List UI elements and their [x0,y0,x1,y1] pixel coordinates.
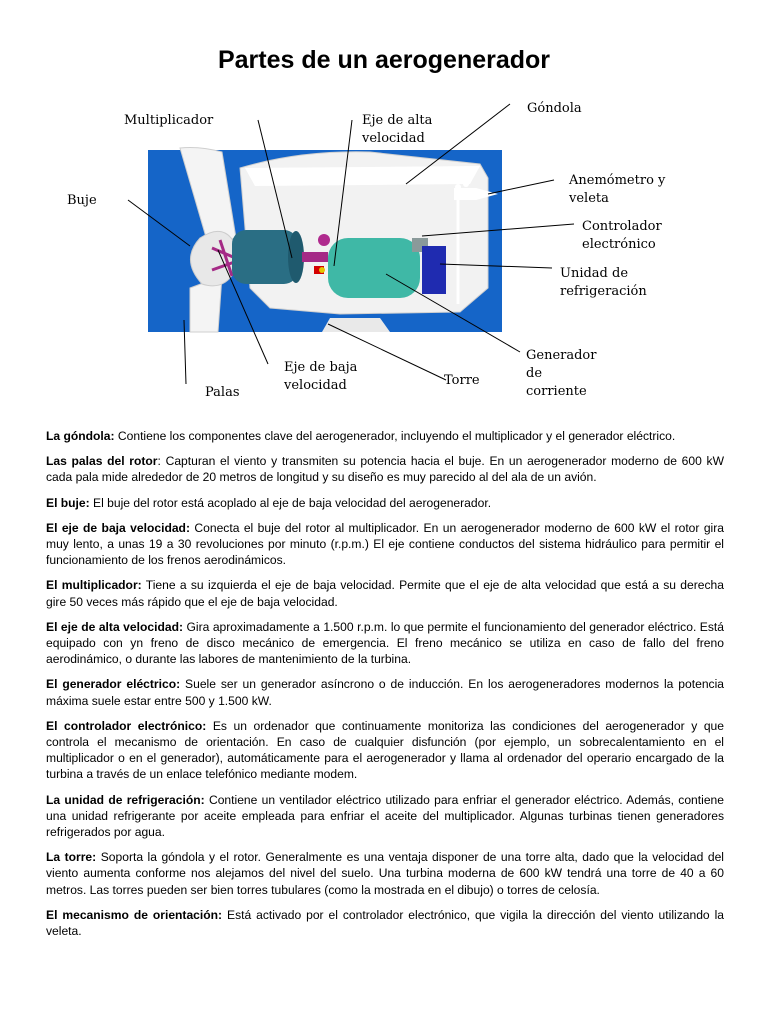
nacelle-roof [245,166,480,186]
body: : Capturan el viento y transmiten su potencia hacia el buje. En un aerogenerador moderno de 600 kW cada pala mide alrededor de 20 metros de longitud y su diseño es muy parecido al del ala de un avión. [46,454,724,485]
label-gondola: Góndola [527,101,582,116]
term: La torre: [46,850,97,865]
tower [322,318,390,332]
body: Conecta el buje del rotor al multiplicador. En un aerogenerador moderno de 600 kW el rotor gira muy lento, a unas 19 a 30 revoluciones por minuto (r.p.m.) El eje contiene conductos del sistema hidráulico para permitir el funcionamiento de los frenos aerodinámicos. [46,520,724,568]
term: El eje de baja velocidad: [46,520,190,535]
description-text [46,428,724,948]
label-eje-baja: Eje de baja velocidad [284,360,358,393]
body: Es un ordenador que continuamente monitoriza las condiciones del aerogenerador y que controla el mecanismo de orientación. En caso de cualquier disfunción (por ejemplo, un sobrecalentamiento en el multiplicador o en el generador), automáticamente para el aerogenerador y llama al ordenador del operario encargado de la turbina a través de un enlace telefónico mediante modem. [46,718,724,782]
paragraph-buje [46,495,724,511]
term: El controlador electrónico: [46,718,207,733]
generator [328,238,420,298]
label-controlador: Controlador electrónico [582,219,662,252]
high-speed-shaft [302,252,328,262]
body: Soporta la góndola y el rotor. Generalmente es una ventaja disponer de una torre alta, dado que la velocidad del viento aumenta conforme nos alejamos del nivel del suelo. Una turbina moderna de 600 kW tendrá una torre de 40 a 60 metros. Las torres pueden ser bien torres tubulares (como la mostrada en el dibujo) o torres de celosía. [46,850,724,897]
term: La góndola: [46,429,115,443]
cooling-unit [422,246,446,294]
paragraph-eje-baja [46,520,724,569]
paragraph-refrigeracion [46,792,724,841]
paragraph-torre [46,849,724,898]
term: El multiplicador: [46,578,142,593]
term: El mecanismo de orientación: [46,907,223,922]
term: El generador eléctrico: [46,677,181,692]
paragraph-controlador [46,718,724,783]
paragraph-gondola [46,428,724,444]
paragraph-generador [46,676,724,708]
label-generador: Generador de corriente [526,348,597,399]
term: El eje de alta velocidad: [46,619,183,634]
paragraph-palas [46,453,724,485]
paragraph-multiplicador [46,577,724,609]
body: Tiene a su izquierda el eje de baja velocidad. Permite que el eje de alta velocidad que está a su derecha gire 50 veces más rápido que el eje de baja velocidad. [46,578,725,609]
label-multiplicador: Multiplicador [124,113,214,128]
body: Suele ser un generador asíncrono o de inducción. En los aerogeneradores modernos la potencia máxima suele estar entre 500 y 1.500 kW. [46,677,725,708]
term: El buje: [46,495,90,510]
page-title: Partes de un aerogenerador [217,46,551,74]
wind-turbine-diagram [40,88,730,408]
paragraph-eje-alta [46,619,724,668]
term: Las palas del rotor [46,454,158,469]
label-torre: Torre [444,373,480,388]
label-eje-alta: Eje de alta velocidad [362,113,433,146]
body: Contiene los componentes clave del aerogenerador, incluyendo el multiplicador y el generador eléctrico. [114,429,676,443]
body: Está activado por el controlador electrónico, que vigila la dirección del viento utilizando la veleta. [46,907,724,939]
label-anemometro: Anemómetro y veleta [569,173,666,206]
body: Contiene un ventilador eléctrico utilizado para enfriar el generador eléctrico. Además, contiene una unidad refrigerante por aceite empleada para enfriar el aceite del multiplicador. Algunas turbinas tienen generadores refrigerados por agua. [46,792,725,840]
label-palas: Palas [205,385,240,400]
label-refrigeracion: Unidad de refrigeración [560,266,647,299]
paragraph-orientacion [46,907,724,939]
term: La unidad de refrigeración: [46,792,205,807]
label-buje: Buje [67,193,97,208]
body: Gira aproximadamente a 1.500 r.p.m. lo que permite el funcionamiento del generador eléctrico. Está equipado con yn freno de disco mecánico de emergencia. El freno mecánico se utiliza en caso de fallo del freno aerodinámico, o durante las labores de mantenimiento de la turbina. [46,619,724,667]
body: El buje del rotor está acoplado al eje de baja velocidad del aerogenerador. [89,495,492,510]
